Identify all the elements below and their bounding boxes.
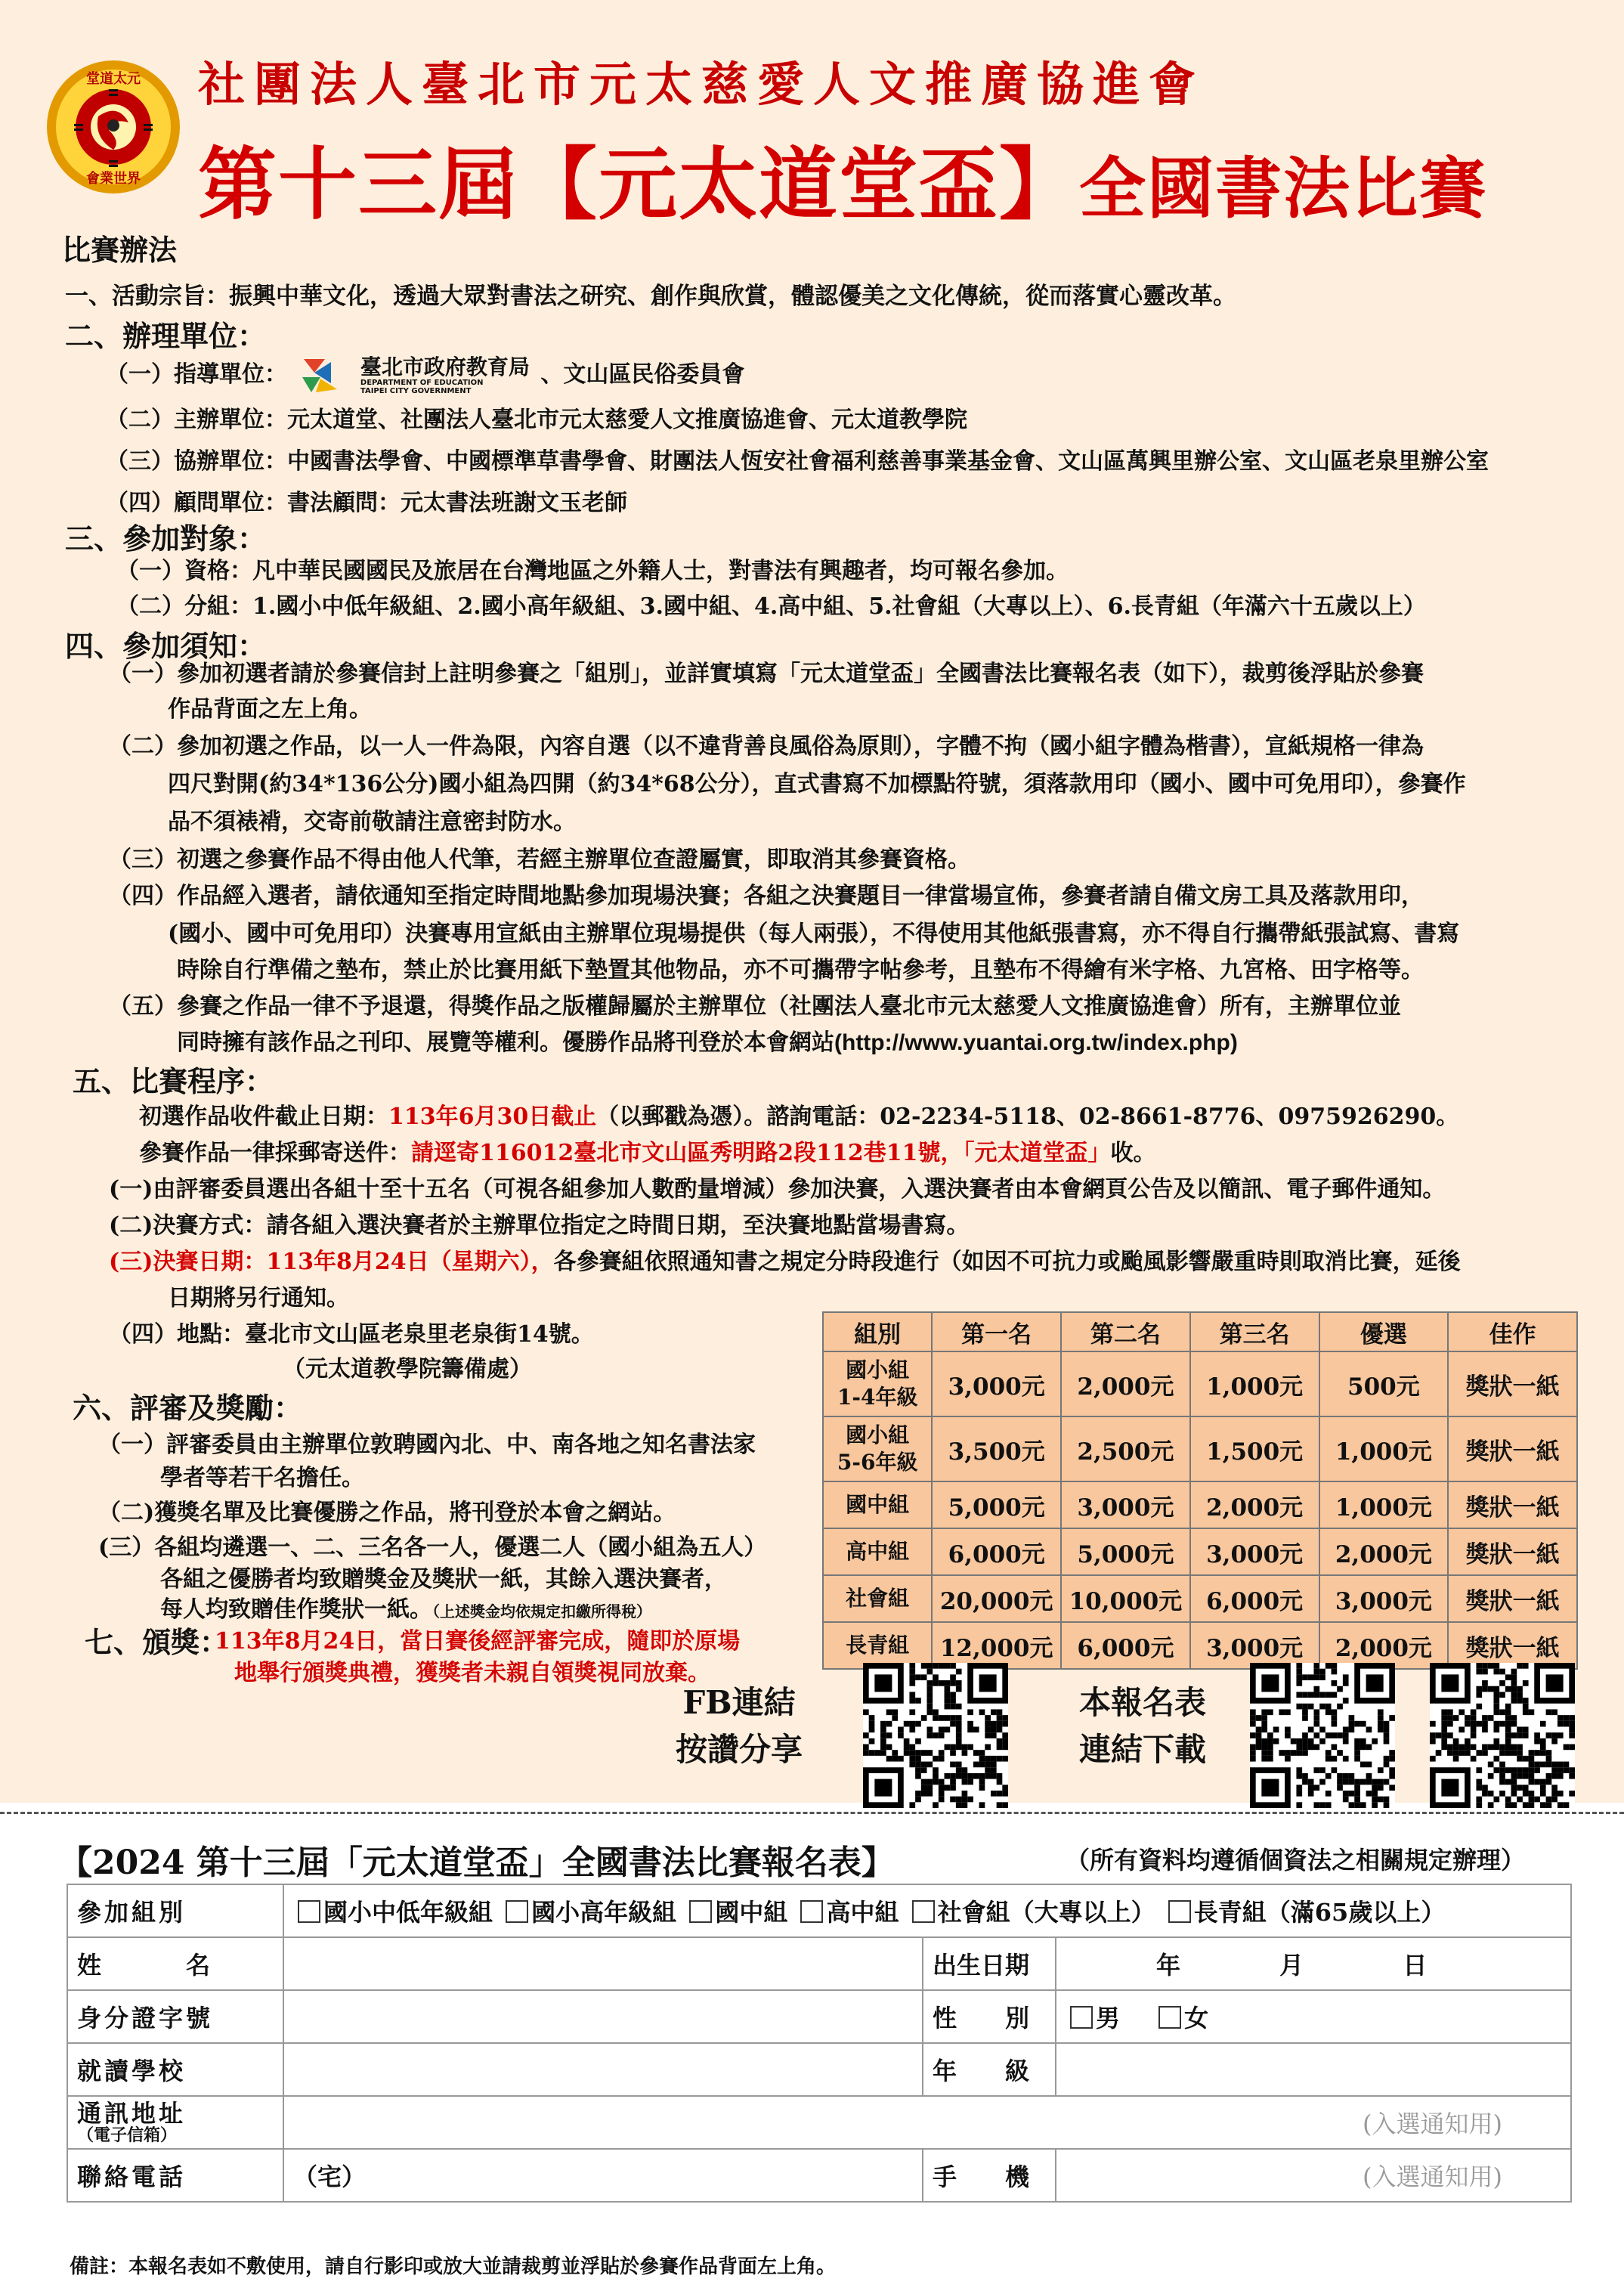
prize-group-name: 高中組 xyxy=(846,1539,910,1564)
school-field[interactable] xyxy=(283,2043,923,2096)
prize-cell: 獎狀一紙 xyxy=(1448,1575,1577,1622)
fb-qr-code[interactable] xyxy=(863,1663,1008,1808)
prize-cell: 3,500元 xyxy=(932,1416,1061,1481)
notice-1-line-2: 作品背面之左上角。 xyxy=(168,696,372,723)
guidance-label: （一）指導單位： xyxy=(106,361,287,388)
mobile-label: 手 機 xyxy=(923,2149,1056,2202)
prize-cell: 12,000元 xyxy=(932,1622,1061,1669)
form-row-school xyxy=(67,2043,1571,2096)
group-options xyxy=(283,1884,1571,1937)
prize-cell: 3,000元 xyxy=(1061,1481,1190,1528)
prize-group-cell xyxy=(823,1481,932,1528)
male-label: 男 xyxy=(1096,2004,1121,2032)
group-checkbox[interactable] xyxy=(912,1900,935,1923)
female-label: 女 xyxy=(1184,2004,1209,2032)
address-field[interactable] xyxy=(283,2096,1571,2149)
logo-text-top: 堂道太元 xyxy=(86,71,141,87)
name-label: 姓 名 xyxy=(67,1937,283,1990)
grade-label: 年 級 xyxy=(923,2043,1056,2096)
host-unit: （二）主辦單位：元太道堂、社團法人臺北市元太慈愛人文推廣協進會、元太道教學院 xyxy=(106,407,967,433)
procedure-1: (一)由評審委員選出各組十至十五名（可視各組參加人數酌量增減）參加決賽，入選決賽者由本會網頁公告及以簡訊、電子郵件通知。 xyxy=(109,1176,1446,1203)
purpose-head: 一、活動宗旨： xyxy=(65,283,229,310)
prize-header-row xyxy=(823,1312,1577,1351)
address-label xyxy=(67,2096,283,2149)
prize-row xyxy=(823,1351,1577,1416)
group-option-label: 高中組 xyxy=(826,1898,899,1927)
address-label-1: 通訊地址 xyxy=(77,2099,187,2128)
procedure-2: (二)決賽方式：請各組入選決賽者於主辦單位指定之時間日期，至決賽地點當場書寫。 xyxy=(109,1212,970,1239)
group-checkbox[interactable] xyxy=(1168,1900,1191,1923)
education-bureau-name: 臺北市政府教育局 xyxy=(360,354,530,379)
title-sub: 全國書法比賽 xyxy=(1079,149,1488,228)
website-link[interactable]: (http://www.yuantai.org.tw/index.php) xyxy=(834,1030,1238,1055)
birth-label: 出生日期 xyxy=(923,1937,1056,1990)
prize-cell: 3,000元 xyxy=(1190,1528,1319,1575)
prize-row xyxy=(823,1528,1577,1575)
group-checkbox[interactable] xyxy=(298,1900,320,1923)
final-rest: 各參賽組依照通知書之規定分時段進行（如因不可抗力或颱風影響嚴重時則取消比賽，延後 xyxy=(553,1249,1461,1275)
mailing-label: 參賽作品一律採郵寄送件： xyxy=(139,1140,411,1166)
prize-group-name: 國小組 xyxy=(846,1423,910,1447)
judging-1-line-2: 學者等若干名擔任。 xyxy=(160,1465,364,1491)
prize-cell: 獎狀一紙 xyxy=(1448,1481,1577,1528)
advisor-unit: （四）顧問單位：書法顧問：元太書法班謝文玉老師 xyxy=(106,490,627,516)
form-row-group xyxy=(67,1884,1571,1937)
home-phone-field[interactable] xyxy=(283,2149,923,2202)
prize-header: 第三名 xyxy=(1190,1312,1319,1351)
notice-5-line-2 xyxy=(177,1023,1238,1057)
notice-5-line-1: （五）參賽之作品一律不予退還，得獎作品之版權歸屬於主辦單位（社團法人臺北市元太慈愛人文推廣協進會）所有，主辦單位並 xyxy=(109,993,1401,1020)
prize-cell: 3,000元 xyxy=(1319,1575,1449,1622)
procedure-3-line-1 xyxy=(109,1243,1461,1276)
prize-group-name: 國中組 xyxy=(846,1492,910,1517)
prize-cell: 2,500元 xyxy=(1061,1416,1190,1481)
prize-cell: 6,000元 xyxy=(932,1528,1061,1575)
prize-cell: 1,500元 xyxy=(1190,1416,1319,1481)
prize-cell: 5,000元 xyxy=(1061,1528,1190,1575)
procedure-heading: 五、比賽程序： xyxy=(73,1064,274,1098)
education-bureau-en1: DEPARTMENT OF EDUCATION xyxy=(360,379,484,387)
group-checkbox[interactable] xyxy=(506,1900,528,1923)
form-remark: 備註：本報名表如不敷使用，請自行影印或放大並請裁剪並浮貼於參賽作品背面左上角。 xyxy=(70,2255,837,2278)
notice-5-text: 同時擁有該作品之刊印、展覽等權利。優勝作品將刊登於本會網站 xyxy=(177,1029,834,1056)
prize-cell: 獎狀一紙 xyxy=(1448,1351,1577,1416)
mailing-rest: 收。 xyxy=(1110,1140,1156,1166)
prize-cell: 6,000元 xyxy=(1061,1622,1190,1669)
group-label: 參加組別 xyxy=(67,1884,283,1937)
prize-cell: 6,000元 xyxy=(1190,1575,1319,1622)
purpose-text: 振興中華文化，透過大眾對書法之研究、創作與欣賞，體認優美之文化傳統，從而落實心靈改革。 xyxy=(229,283,1236,310)
registration-form xyxy=(67,1884,1572,2203)
home-label: （宅） xyxy=(293,2162,367,2191)
prize-cell: 1,000元 xyxy=(1319,1416,1449,1481)
birth-day-label: 日 xyxy=(1403,1951,1428,1980)
judging-heading: 六、評審及獎勵： xyxy=(73,1391,303,1425)
tax-note: （上述獎金均依規定扣繳所得稅） xyxy=(432,1602,651,1621)
mobile-notice: (入選通知用) xyxy=(1363,2162,1502,2191)
group-option-label: 國小中低年級組 xyxy=(323,1898,493,1927)
name-field[interactable] xyxy=(283,1937,923,1990)
award-heading: 七、頒獎： xyxy=(85,1625,229,1659)
group-option-label: 社會組（大專以上） xyxy=(937,1898,1155,1927)
venue-line: （四）地點：臺北市文山區老泉里老泉街14號。 xyxy=(109,1321,594,1348)
deadline-label: 初選作品收件截止日期： xyxy=(139,1104,388,1130)
prize-cell: 10,000元 xyxy=(1061,1575,1190,1622)
prize-cell: 2,000元 xyxy=(1319,1622,1449,1669)
guidance-rest: 、文山區民俗委員會 xyxy=(540,361,745,388)
prize-group-cell xyxy=(823,1351,932,1416)
prize-row xyxy=(823,1416,1577,1481)
prize-cell: 獎狀一紙 xyxy=(1448,1622,1577,1669)
deadline-date: 113年6月30日截止 xyxy=(388,1104,597,1130)
notice-4-line-3: 時除自行準備之墊布，禁止於比賽用紙下墊置其他物品，亦不可攜帶字帖參考，且墊布不得繪有米字格、九宮格、田字格等。 xyxy=(177,957,1424,983)
prize-header: 第二名 xyxy=(1061,1312,1190,1351)
prize-cell: 500元 xyxy=(1319,1351,1449,1416)
purpose-line xyxy=(65,277,1236,311)
male-checkbox[interactable] xyxy=(1070,2006,1093,2029)
prize-cell: 1,000元 xyxy=(1319,1481,1449,1528)
prize-row xyxy=(823,1481,1577,1528)
notice-2-line-1: （二）參加初選之作品，以一人一件為限，內容自選（以不違背善良風俗為原則），字體不拘（國小組字體為楷書），宣紙規格一律為 xyxy=(109,733,1424,760)
prize-cell: 獎狀一紙 xyxy=(1448,1528,1577,1575)
procedure-3-line-2: 日期將另行通知。 xyxy=(168,1285,349,1311)
prize-header: 組別 xyxy=(823,1312,932,1351)
form-row-id xyxy=(67,1990,1571,2043)
notice-4-line-2: (國小、國中可免用印）決賽專用宣紙由主辦單位現場提供（每人兩張），不得使用其他紙張書寫，亦不得自行攜帶紙張試寫、書寫 xyxy=(168,921,1460,947)
prize-cell: 3,000元 xyxy=(932,1351,1061,1416)
prize-row xyxy=(823,1622,1577,1669)
guidance-unit xyxy=(106,355,744,395)
fb-caption-1: FB連結 xyxy=(682,1684,796,1721)
prize-group-cell xyxy=(823,1575,932,1622)
association-logo xyxy=(45,59,181,195)
prize-group-cell xyxy=(823,1528,932,1575)
notice-3-line: （三）初選之參賽作品不得由他人代筆，若經主辦單位查證屬實，即取消其參賽資格。 xyxy=(109,847,970,873)
prize-header: 佳作 xyxy=(1448,1312,1577,1351)
education-bureau-en2: TAIPEI CITY GOVERNMENT xyxy=(360,387,472,395)
birth-field[interactable] xyxy=(1056,1937,1571,1990)
group-checkbox[interactable] xyxy=(689,1900,712,1923)
form-title: 【2024 第十三屆「元太道堂盃」全國書法比賽報名表】 xyxy=(59,1844,895,1882)
group-checkbox[interactable] xyxy=(800,1900,823,1923)
extra-qr-code[interactable] xyxy=(1430,1663,1575,1808)
prize-cell: 3,000元 xyxy=(1190,1622,1319,1669)
judging-1-line-1: （一）評審委員由主辦單位敦聘國內北、中、南各地之知名書法家 xyxy=(98,1432,756,1458)
phone-label: 聯絡電話 xyxy=(67,2149,283,2202)
download-caption-1: 本報名表 xyxy=(1079,1684,1207,1721)
prize-table xyxy=(822,1311,1578,1670)
prize-group-name: 長青組 xyxy=(846,1633,910,1658)
form-row-phone xyxy=(67,2149,1571,2202)
birth-month-label: 月 xyxy=(1279,1951,1304,1980)
id-field[interactable] xyxy=(283,1990,923,2043)
group-option-label: 長青組（滿65歲以上） xyxy=(1193,1898,1446,1927)
notice-1-line-1: （一）參加初選者請於參賽信封上註明參賽之「組別」，並詳實填寫「元太道堂盃」全國書法比賽報名表（如下），裁剪後浮貼於參賽 xyxy=(109,661,1424,687)
prize-cell: 2,000元 xyxy=(1061,1351,1190,1416)
prize-group-cell xyxy=(823,1622,932,1669)
grade-field[interactable] xyxy=(1056,2043,1571,2096)
co-organizer-unit: （三）協辦單位：中國書法學會、中國標準草書學會、財團法人恆安社會福利慈善事業基金會、文山區萬興里辦公室、文山區老泉里辦公室 xyxy=(106,448,1489,475)
notice-4-line-1: （四）作品經入選者，請依通知至指定時間地點參加現場決賽；各組之決賽題目一律當場宣佈，參賽者請自備文房工具及落款用印， xyxy=(109,883,1424,909)
prize-group-cell xyxy=(823,1416,932,1481)
school-label: 就讀學校 xyxy=(67,2043,283,2096)
mailing-address: 請逕寄116012臺北市文山區秀明路2段112巷11號，「元太道堂盃」 xyxy=(411,1140,1111,1166)
group-option-label: 國中組 xyxy=(715,1898,788,1927)
prize-header: 優選 xyxy=(1319,1312,1449,1351)
sex-options xyxy=(1056,1990,1571,2043)
notice-2-line-3: 品不須裱褙，交寄前敬請注意密封防水。 xyxy=(168,809,576,835)
prize-group-grade: 5-6年級 xyxy=(837,1450,918,1475)
final-date: (三)決賽日期：113年8月24日（星期六）， xyxy=(109,1249,554,1275)
groups-line: （二）分組：1.國小中低年級組、2.國小高年級組、3.國中組、4.高中組、5.社會組（大專以上）、6.長青組（年滿六十五歲以上） xyxy=(116,593,1426,620)
prize-row xyxy=(823,1575,1577,1622)
deadline-rest: （以郵戳為憑）。諮詢電話：02-2234-5118、02-8661-8776、0975926290。 xyxy=(596,1104,1459,1130)
award-line-1: 113年8月24日，當日賽後經評審完成，隨即於原場 xyxy=(215,1628,741,1655)
cut-line xyxy=(0,1812,1624,1814)
logo-text-bottom: 會業世界 xyxy=(86,171,141,187)
deadline-line xyxy=(139,1097,1459,1131)
judging-3-text: 每人均致贈佳作獎狀一紙。 xyxy=(160,1596,432,1623)
judging-3-line-3 xyxy=(160,1590,651,1624)
competition-title xyxy=(198,121,1487,234)
organizer-name: 社團法人臺北市元太慈愛人文推廣協進會 xyxy=(198,57,1205,112)
education-bureau-logo xyxy=(298,356,529,395)
form-row-address xyxy=(67,2096,1571,2149)
prize-group-grade: 1-4年級 xyxy=(837,1385,918,1410)
prize-header: 第一名 xyxy=(932,1312,1061,1351)
notices-heading: 四、參加須知： xyxy=(65,629,267,663)
mobile-field[interactable] xyxy=(1056,2149,1571,2202)
title-main: 第十三屆【元太道堂盃】 xyxy=(198,138,1080,231)
notice-2-line-2: 四尺對開(約34*136公分)國小組為四開（約34*68公分），直式書寫不加標點符號，須落款用印（國小、國中可免用印），參賽作 xyxy=(168,771,1466,797)
judging-3-line-2: 各組之優勝者均致贈獎金及獎狀一紙，其餘入選決賽者， xyxy=(160,1566,727,1593)
prize-cell: 20,000元 xyxy=(932,1575,1061,1622)
judging-3-line-1: (三）各組均遴選一、二、三名各一人，優選二人（國小組為五人） xyxy=(98,1534,767,1561)
sex-label: 性 別 xyxy=(923,1990,1056,2043)
prize-group-name: 國小組 xyxy=(846,1358,910,1382)
rules-heading: 比賽辦法 xyxy=(62,233,178,267)
form-privacy-note: （所有資料均遵循個資法之相關規定辦理） xyxy=(1066,1846,1526,1875)
award-line-2: 地舉行頒獎典禮，獲獎者未親自領獎視同放棄。 xyxy=(234,1660,710,1686)
prize-group-name: 社會組 xyxy=(846,1586,910,1611)
prize-cell: 5,000元 xyxy=(932,1481,1061,1528)
form-row-name xyxy=(67,1937,1571,1990)
mailing-line xyxy=(139,1134,1156,1167)
download-caption xyxy=(1079,1679,1206,1773)
birth-year-label: 年 xyxy=(1156,1951,1181,1980)
judging-2: （二)獲獎名單及比賽優勝之作品，將刊登於本會之網站。 xyxy=(98,1500,676,1526)
address-notice: (入選通知用) xyxy=(1363,2110,1502,2138)
download-caption-2: 連結下載 xyxy=(1079,1731,1207,1768)
fb-caption-2: 按讚分享 xyxy=(676,1731,803,1768)
organizers-heading: 二、辦理單位： xyxy=(65,319,267,353)
group-option-label: 國小高年級組 xyxy=(531,1898,677,1927)
fb-caption xyxy=(676,1679,803,1773)
prize-cell: 2,000元 xyxy=(1319,1528,1449,1575)
download-qr-code[interactable] xyxy=(1250,1663,1395,1808)
female-checkbox[interactable] xyxy=(1158,2006,1181,2029)
prize-cell: 1,000元 xyxy=(1190,1351,1319,1416)
prize-cell: 2,000元 xyxy=(1190,1481,1319,1528)
prize-cell: 獎狀一紙 xyxy=(1448,1416,1577,1481)
eligibility-line: （一）資格：凡中華民國國民及旅居在台灣地區之外籍人士，對書法有興趣者，均可報名參加。 xyxy=(116,558,1069,584)
participants-heading: 三、參加對象： xyxy=(65,522,267,556)
venue-note: （元太道教學院籌備處） xyxy=(283,1356,532,1382)
address-label-2: （電子信箱） xyxy=(77,2125,178,2145)
id-label: 身分證字號 xyxy=(67,1990,283,2043)
